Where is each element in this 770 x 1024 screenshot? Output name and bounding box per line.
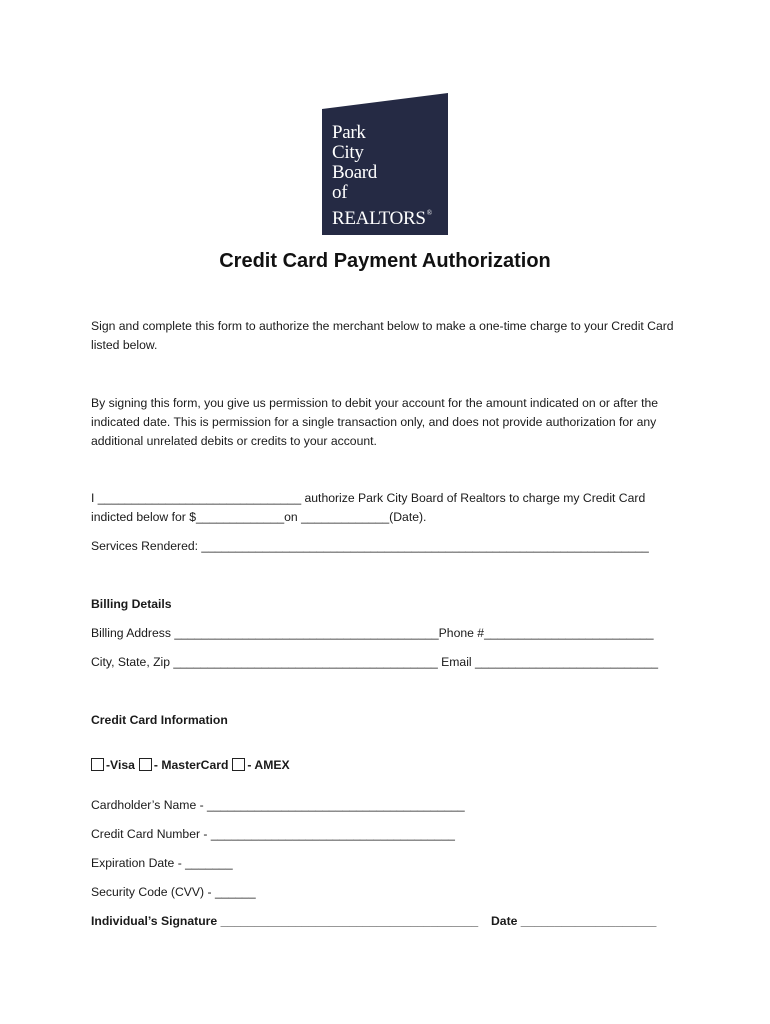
expiration-date-field[interactable]: Expiration Date - _______ bbox=[91, 856, 233, 870]
logo-line-5-text: REALTORS bbox=[332, 208, 426, 229]
services-rendered-field[interactable]: Services Rendered: __________________________________________________________________ bbox=[91, 539, 649, 553]
signature-field[interactable]: Individual’s Signature ______________________________________ bbox=[91, 914, 479, 928]
card-type-options bbox=[91, 758, 294, 772]
visa-label: -Visa bbox=[106, 758, 135, 772]
registered-mark: ® bbox=[426, 209, 432, 217]
logo-line-4: of bbox=[332, 182, 348, 203]
logo-line-1: Park bbox=[332, 122, 366, 143]
visa-option[interactable] bbox=[91, 758, 135, 772]
logo-line-2: City bbox=[332, 142, 364, 163]
page-title: Credit Card Payment Authorization bbox=[219, 250, 551, 272]
security-code-field[interactable]: Security Code (CVV) - ______ bbox=[91, 885, 256, 899]
logo-line-5 bbox=[332, 203, 432, 229]
amex-label: - AMEX bbox=[247, 758, 290, 772]
billing-details-heading: Billing Details bbox=[91, 597, 172, 611]
credit-card-information-heading: Credit Card Information bbox=[91, 713, 228, 727]
amex-checkbox[interactable] bbox=[232, 758, 245, 771]
credit-card-number-field[interactable]: Credit Card Number - ____________________________________ bbox=[91, 827, 455, 841]
signature-date-field[interactable]: Date ____________________ bbox=[491, 914, 657, 928]
permission-paragraph: By signing this form, you give us permission to debit your account for the amount indicated on or after the indicated date. This is permission for a single transaction only, and does not provide authorization for any additional unrelated debits or credits to your account. bbox=[91, 396, 659, 448]
mastercard-label: - MasterCard bbox=[153, 758, 229, 772]
billing-address-phone-field[interactable]: Billing Address _______________________________________Phone #_________________________ bbox=[91, 626, 654, 640]
mastercard-checkbox[interactable] bbox=[139, 758, 152, 771]
authorization-line-1[interactable]: I ______________________________ authorize Park City Board of Realtors to charge my Credit Card bbox=[91, 491, 646, 505]
city-state-zip-email-field[interactable]: City, State, Zip _______________________________________ Email ___________________________ bbox=[91, 655, 659, 669]
intro-paragraph: Sign and complete this form to authorize the merchant below to make a one-time charge to your Credit Card listed below. bbox=[91, 319, 674, 352]
mastercard-option[interactable] bbox=[139, 758, 229, 772]
cardholder-name-field[interactable]: Cardholder’s Name - ______________________________________ bbox=[91, 798, 465, 812]
amex-option[interactable] bbox=[232, 758, 289, 772]
visa-checkbox[interactable] bbox=[91, 758, 104, 771]
logo-line-3: Board bbox=[332, 162, 377, 183]
authorization-line-2[interactable]: indicted below for $_____________on _____________(Date). bbox=[91, 510, 427, 524]
logo-wordmark bbox=[332, 123, 432, 229]
park-city-board-of-realtors-logo bbox=[322, 93, 448, 235]
